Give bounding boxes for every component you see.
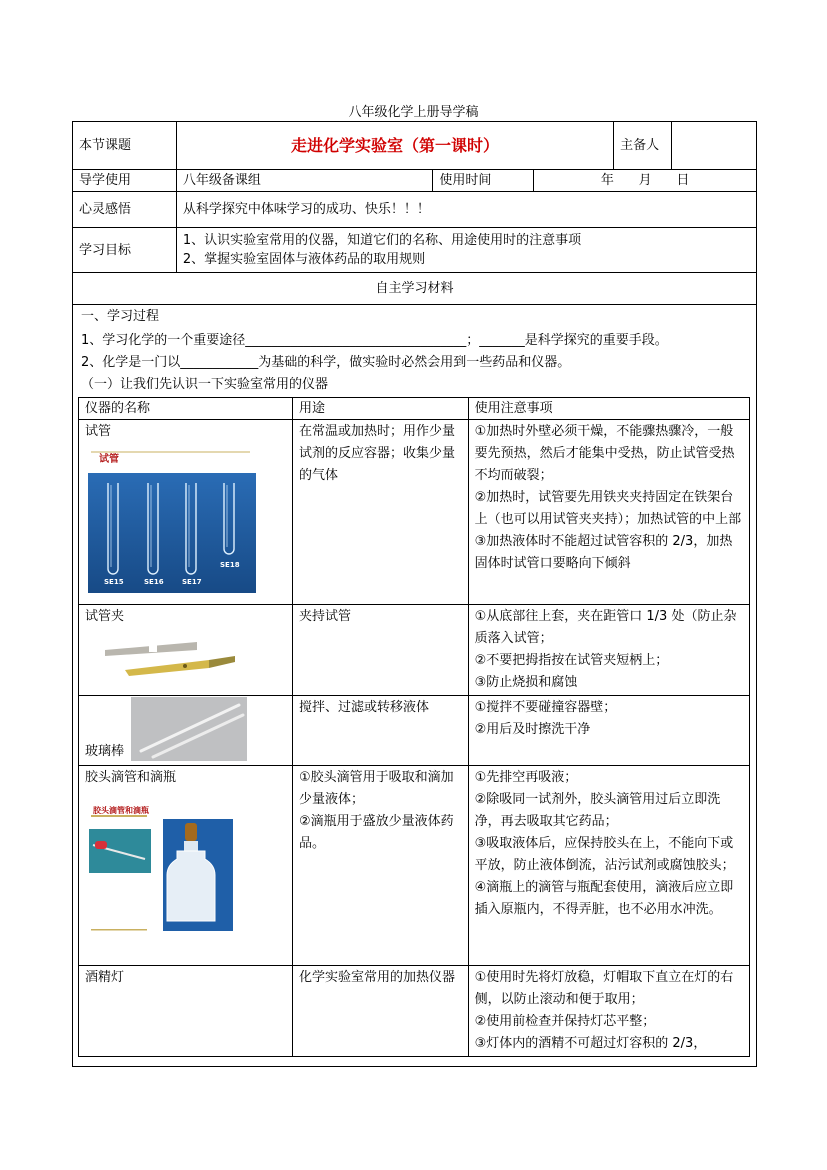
goal-1: 1、认识实验室常用的仪器，知道它们的名称、用途使用时的注意事项: [182, 233, 582, 248]
note-item: ②加热时，试管要先用铁夹夹持固定在铁架台上（也可以用试管夹夹持）；加热试管的中上部: [474, 490, 742, 527]
note-item: ②除吸同一试剂外，胶头滴管用过后立即洗净，再去吸取其它药品；: [474, 792, 721, 829]
instrument-name-cell: [79, 966, 293, 1057]
table-row: [79, 605, 750, 696]
tube-label-4: SE18: [220, 561, 240, 569]
test-tube-photo: [85, 443, 285, 593]
goal-label: 学习目标: [73, 228, 177, 273]
table-row: [79, 766, 750, 966]
sub-title: （一）让我们先认识一下实验室常用的仪器: [81, 377, 329, 392]
header-table: [72, 121, 757, 305]
section-title: 一、学习过程: [81, 309, 160, 324]
time-label: 使用时间: [433, 170, 534, 192]
instrument-name: 酒精灯: [85, 970, 125, 985]
note-item: ①先排空再吸液；: [474, 770, 578, 785]
instrument-name-cell: [79, 605, 293, 696]
note-item: ③加热液体时不能超过试管容积的 2/3，加热固体时试管口要略向下倾斜: [474, 534, 733, 571]
note-item: ②不要把拇指按在试管夹短柄上；: [474, 653, 669, 668]
instrument-notes: [468, 766, 749, 966]
document-title: 八年级化学上册导学稿: [348, 105, 479, 120]
lesson-title: 走进化学实验室（第一课时）: [176, 122, 613, 170]
question-2: 2、化学是一门以____________为基础的科学，做实验时必然会用到一些药品和仪器。: [81, 355, 571, 370]
note-item: ④滴瓶上的滴管与瓶配套使用，滴液后应立即插入原瓶内，不得弄脏，也不必用水冲洗。: [474, 880, 734, 917]
instrument-name-cell: [79, 696, 293, 766]
preparer-label: 主备人: [614, 122, 672, 170]
note-item: ①使用时先将灯放稳，灯帽取下直立在灯的右侧，以防止滚动和便于取用；: [474, 970, 734, 1007]
instrument-notes: [468, 605, 749, 696]
instrument-use: 在常温或加热时；用作少量试剂的反应容器；收集少量的气体: [292, 420, 468, 605]
instrument-name-cell: [79, 766, 293, 966]
feeling-label: 心灵感悟: [73, 192, 177, 228]
dropper-caption: 胶头滴管和滴瓶: [93, 806, 149, 815]
col-header-name: 仪器的名称: [79, 398, 293, 420]
instrument-name: 试管夹: [85, 609, 125, 624]
instrument-table: [78, 397, 750, 1057]
col-header-notes: 使用注意事项: [468, 398, 749, 420]
note-item: ③防止烧损和腐蚀: [474, 675, 578, 690]
time-value: 年 月 日: [534, 170, 757, 192]
tube-label-1: SE15: [104, 578, 124, 586]
note-item: ①搅拌不要碰撞容器壁；: [474, 700, 617, 715]
instrument-name: 胶头滴管和滴瓶: [85, 770, 177, 785]
note-item: ②使用前检查并保持灯芯平整；: [474, 1014, 656, 1029]
dropper-use: ①胶头滴管用于吸取和滴加少量液体；: [298, 770, 454, 807]
instrument-name-cell: [79, 420, 293, 605]
question-1: 1、学习化学的一个重要途径__________________________________；_______是科学探究的重要手段。: [81, 333, 668, 348]
instrument-name: 试管: [85, 424, 112, 439]
goal-2: 2、掌握实验室固体与液体药品的取用规则: [182, 252, 426, 267]
table-row: [79, 696, 750, 766]
preparer-value: [672, 122, 757, 170]
note-item: ③灯体内的酒精不可超过灯容积的 2/3，: [474, 1036, 707, 1051]
dropper-bottle-photo: [85, 789, 285, 949]
table-row: [79, 966, 750, 1057]
feeling-value: 从科学探究中体味学习的成功、快乐！！！: [176, 192, 756, 228]
goal-value: [176, 228, 756, 273]
instrument-use: 搅拌、过滤或转移液体: [292, 696, 468, 766]
note-item: ①从底部往上套，夹在距管口 1/3 处（防止杂质落入试管；: [474, 609, 737, 646]
usage-value: 八年级备课组: [176, 170, 433, 192]
col-header-use: 用途: [292, 398, 468, 420]
usage-label: 导学使用: [73, 170, 177, 192]
instrument-name: 玻璃棒: [85, 744, 125, 759]
instrument-notes: [468, 420, 749, 605]
table-row: [79, 420, 750, 605]
note-item: ①加热时外壁必须干燥，不能骤热骤冷，一般要先预热，然后才能集中受热，防止试管受热不均而破裂；: [474, 424, 735, 483]
tube-label-3: SE17: [182, 578, 202, 586]
note-item: ③吸取液体后，应保持胶头在上，不能向下或平放，防止液体倒流，沾污试剂或腐蚀胶头；: [474, 836, 735, 873]
note-item: ②用后及时擦洗干净: [474, 722, 591, 737]
test-tube-caption: 试管: [99, 454, 119, 465]
glass-rod-photo: [131, 697, 247, 761]
lesson-label: 本节课题: [73, 122, 177, 170]
test-tube-holder-photo: [85, 628, 285, 688]
bottle-use: ②滴瓶用于盛放少量液体药品。: [298, 814, 454, 851]
instrument-use: 化学实验室常用的加热仪器: [292, 966, 468, 1057]
instrument-use: [292, 766, 468, 966]
instrument-use: 夹持试管: [292, 605, 468, 696]
instrument-notes: [468, 696, 749, 766]
instrument-notes: [468, 966, 749, 1057]
material-title: 自主学习材料: [73, 273, 757, 305]
tube-label-2: SE16: [144, 578, 164, 586]
